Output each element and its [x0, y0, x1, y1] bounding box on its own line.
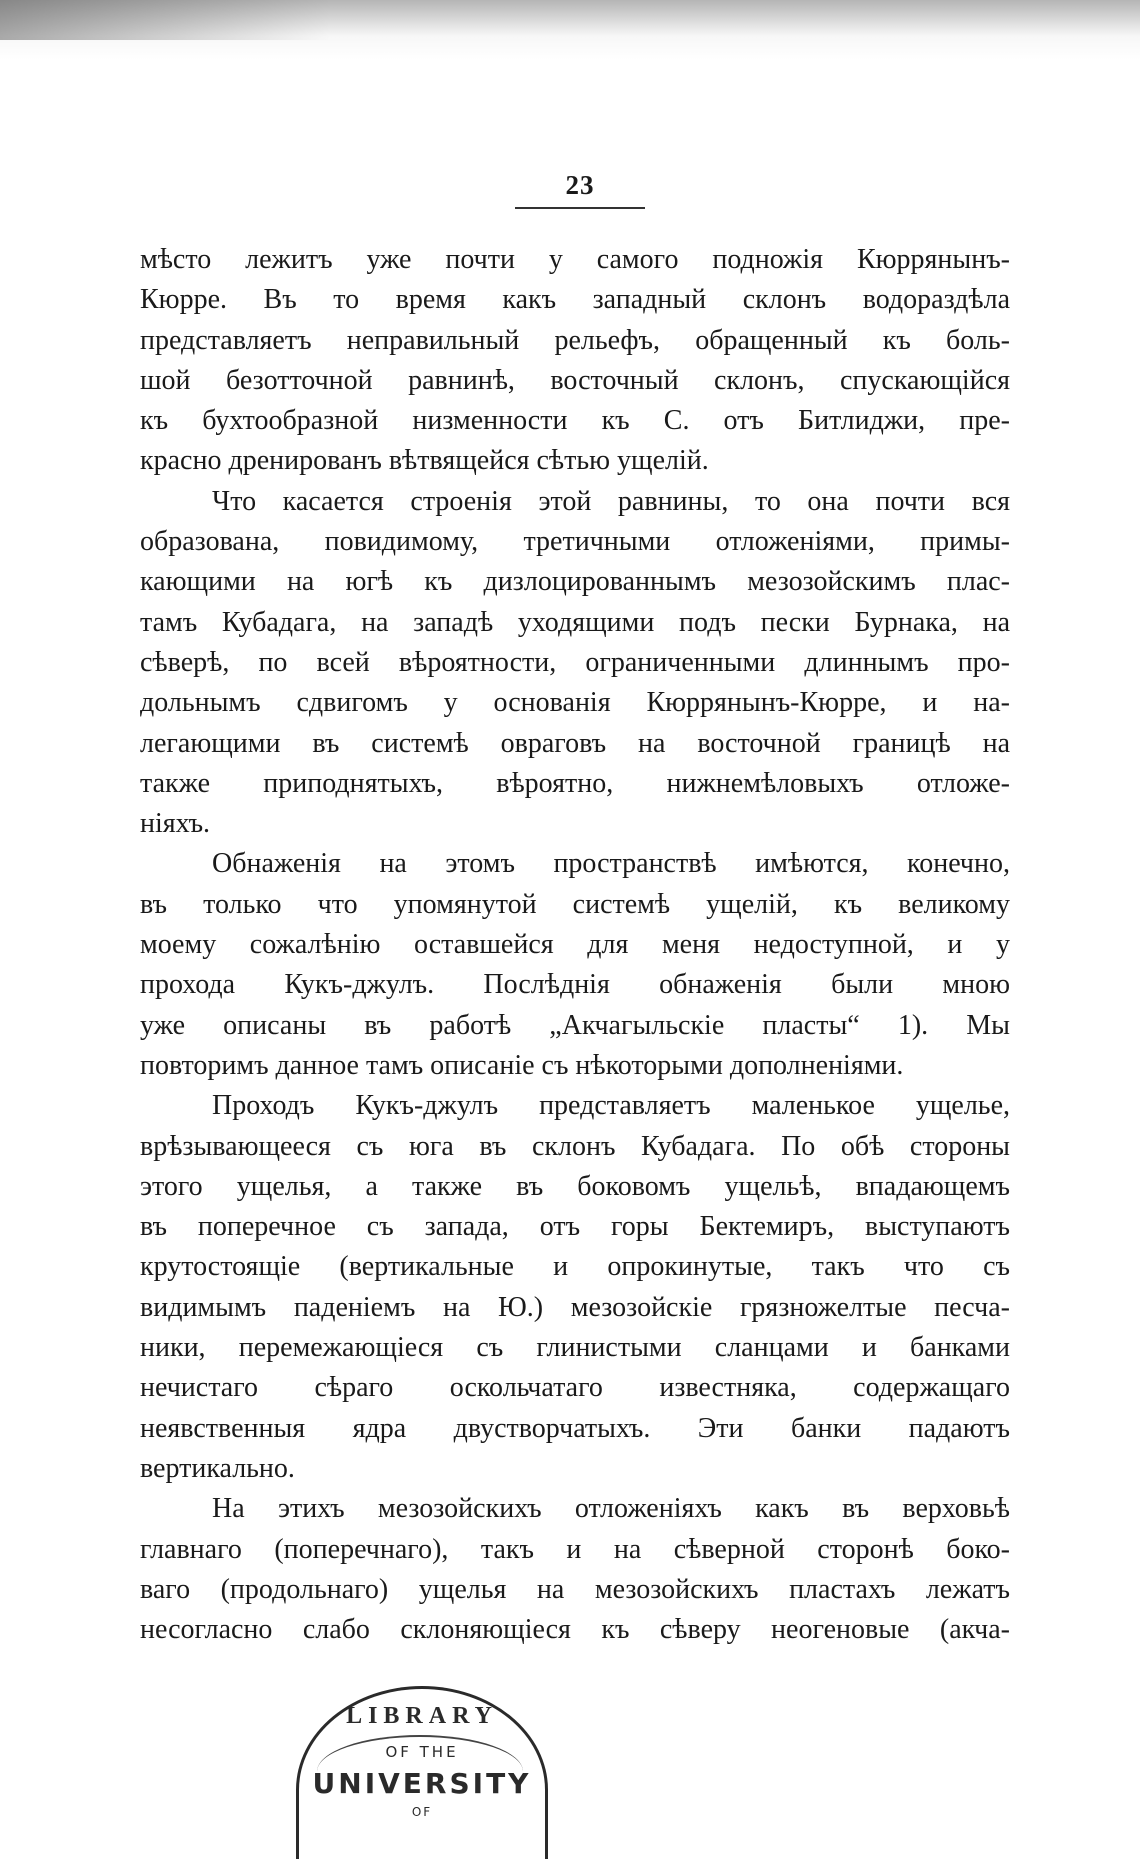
text-line: Что касается строенія этой равнины, то она почти вся	[212, 485, 1010, 517]
text-line: Кюрре. Въ то время какъ западный склонъ водораздѣла	[140, 284, 1010, 316]
stamp-university-text: UNIVERSITY	[312, 1767, 532, 1800]
page-text	[140, 240, 1010, 1650]
text-line: въ поперечное съ запада, отъ горы Бектемиръ, выступаютъ	[140, 1211, 1010, 1243]
stamp-of-text: OF	[411, 1805, 433, 1819]
page-number: 23	[565, 170, 595, 200]
text-line: повторимъ данное тамъ описаніе съ нѣкоторыми дополненіями.	[140, 1049, 904, 1081]
text-line: дольнымъ сдвигомъ у основанія Кюррянынъ-Кюрре, и на-	[140, 687, 1010, 719]
text-line: моему сожалѣнію оставшейся для меня недоступной, и у	[140, 929, 1010, 961]
text-line: этого ущелья, а также въ боковомъ ущельѣ, впадающемъ	[140, 1170, 1010, 1202]
scan-corner-shadow	[0, 0, 330, 40]
text-line: На этихъ мезозойскихъ отложеніяхъ какъ въ верховьѣ	[212, 1493, 1010, 1525]
text-line: уже описаны въ работѣ „Акчагыльскіе пласты“ 1). Мы	[140, 1009, 1010, 1041]
text-line: видимымъ паденіемъ на Ю.) мезозойскіе грязножелтые песча-	[140, 1291, 1010, 1323]
text-line: нечистаго сѣраго оскольчатаго известняка, содержащаго	[140, 1372, 1010, 1404]
text-line: также приподнятыхъ, вѣроятно, нижнемѣловыхъ отложе-	[140, 767, 1010, 799]
text-line: кающими на югѣ къ дизлоцированнымъ мезозойскимъ плас-	[140, 566, 1010, 598]
text-line: вертикально.	[140, 1452, 295, 1484]
text-line: Обнаженія на этомъ пространствѣ имѣются, конечно,	[212, 848, 1010, 880]
text-line: ваго (продольнаго) ущелья на мезозойскихъ пластахъ лежатъ	[140, 1573, 1010, 1605]
text-line: представляетъ неправильный рельефъ, обращенный къ боль-	[140, 324, 1010, 356]
stamp-of-the-text: OF THE	[385, 1743, 459, 1761]
text-line: прохода Кукъ-джулъ. Послѣднія обнаженія были мною	[140, 969, 1010, 1001]
text-line: легающими въ системѣ овраговъ на восточной границѣ на	[140, 727, 1010, 759]
text-line: главнаго (поперечнаго), такъ и на сѣверной сторонѣ боко-	[140, 1533, 1010, 1565]
text-line: образована, повидимому, третичными отложеніями, примы-	[140, 526, 1010, 558]
text-line: ники, перемежающіеся съ глинистыми сланцами и банками	[140, 1332, 1010, 1364]
text-line: врѣзывающееся съ юга въ склонъ Кубадага. По обѣ стороны	[140, 1130, 1010, 1162]
page-number-rule	[515, 207, 645, 209]
text-line: несогласно слабо склоняющіеся къ сѣверу неогеновые (акча-	[140, 1614, 1010, 1646]
text-line: ніяхъ.	[140, 808, 211, 840]
text-line: тамъ Кубадага, на западѣ уходящими подъ пески Бурнака, на	[140, 606, 1010, 638]
text-line: крутостоящіе (вертикальные и опрокинутые, такъ что съ	[140, 1251, 1010, 1283]
text-line: шой безотточной равнинѣ, восточный склонъ, спускающійся	[140, 364, 1010, 396]
text-line: Проходъ Кукъ-джулъ представляетъ маленькое ущелье,	[212, 1090, 1010, 1122]
text-line: къ бухтообразной низменности къ С. отъ Битлиджи, пре-	[140, 405, 1010, 437]
stamp-library-text: LIBRARY	[346, 1703, 498, 1729]
text-line: неявственныя ядра двустворчатыхъ. Эти банки падаютъ	[140, 1412, 1010, 1444]
text-line: мѣсто лежитъ уже почти у самого подножія Кюррянынъ-	[140, 244, 1010, 275]
library-stamp	[296, 1686, 548, 1859]
text-line: сѣверѣ, по всей вѣроятности, ограниченными длиннымъ про-	[140, 646, 1010, 678]
text-line: красно дренированъ вѣтвящейся сѣтью ущелій.	[140, 445, 709, 477]
text-line: въ только что упомянутой системѣ ущелій, къ великому	[140, 888, 1010, 920]
